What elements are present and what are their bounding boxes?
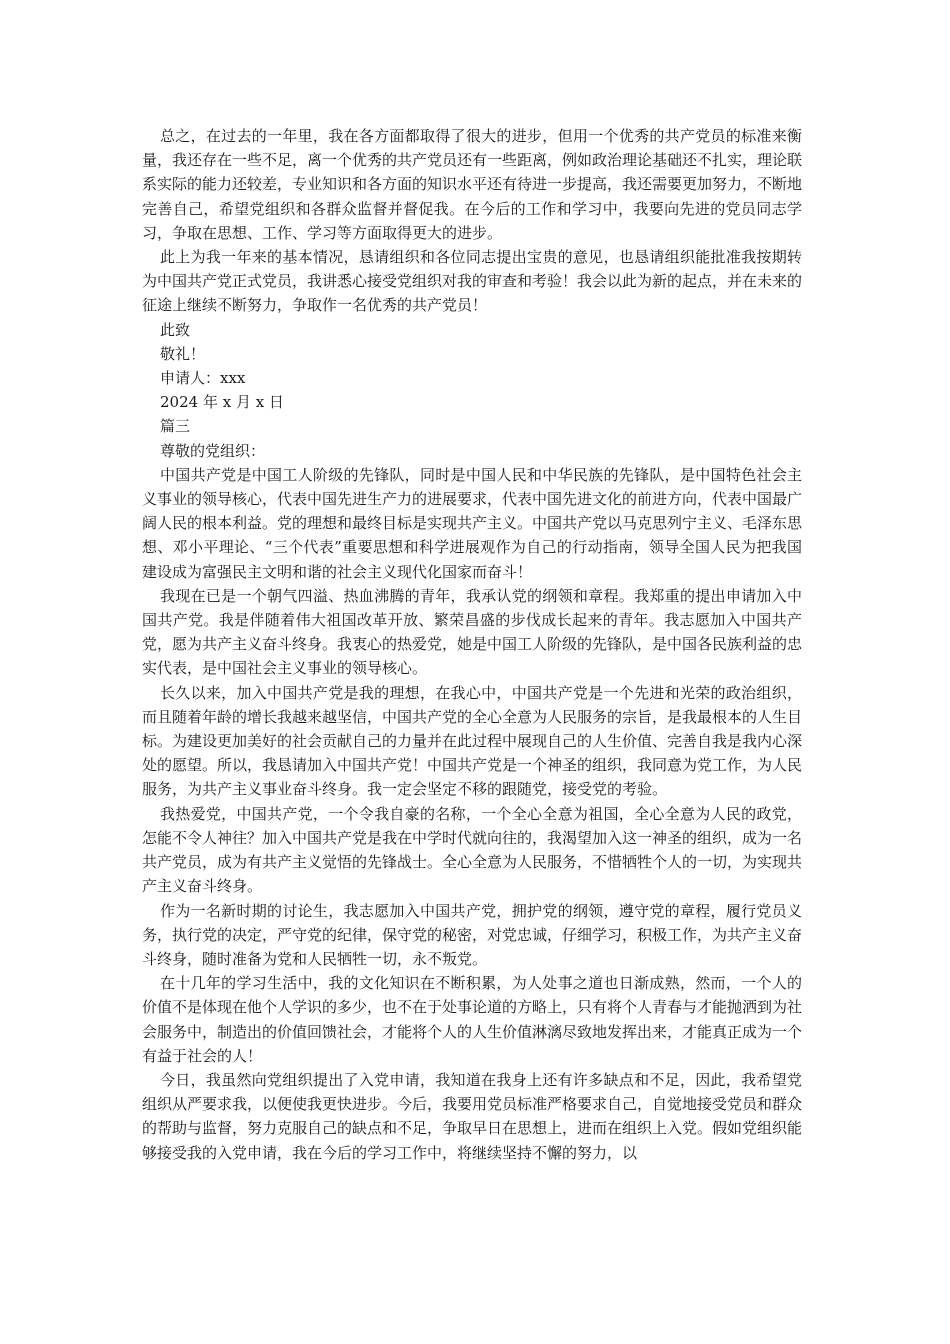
section-heading: 篇三 [160, 417, 191, 436]
closing-regards: 敬礼！ [160, 344, 206, 363]
applicant-name: 申请人：xxx [160, 369, 246, 388]
paragraph-summary: 总之，在过去的一年里，我在各方面都取得了很大的进步，但用一个优秀的共产党员的标准来衡量，我还存在一些不足，离一个优秀的共产党员还有一些距离，例如政治理论基础还不扎实，理论联系实际的能力还较差，专业知识和各方面的知识水平还有待进一步提高，我还需要更加努力，不断地完善自己，希望党组织和各群众监督并督促我。在今后的工作和学习中，我要向先进的党员同志学习，争取在思想、工作、学习等方面取得更大的进步。 [142, 127, 803, 242]
paragraph-love-party: 我热爱党，中国共产党，一个令我自豪的名称，一个全心全意为祖国，全心全意为人民的政党，怎能不令人神往？加入中国共产党是我在中学时代就向往的，我渴望加入这一神圣的组织，成为一名共产党员，成为有共产主义觉悟的先锋战士。全心全意为人民服务，不惜牺牲个人的一切，为实现共产主义奋斗终身。 [142, 804, 803, 896]
paragraph-learning: 在十几年的学习生活中，我的文化知识在不断积累，为人处事之道也日渐成熟，然而，一个人的价值不是体现在他个人学识的多少，也不在于处事论道的方略上，只有将个人青春与才能抛洒到为社会服务中，制造出的价值回馈社会，才能将个人的人生价值淋漓尽致地发挥出来，才能真正成为一个有益于社会的人！ [142, 974, 803, 1065]
paragraph-today: 今日，我虽然向党组织提出了入党申请，我知道在我身上还有许多缺点和不足，因此，我希望党组织从严要求我，以便使我更快进步。今后，我要用党员标准严格要求自己，自觉地接受党员和群众的帮助与监督，努力克服自己的缺点和不足，争取早日在思想上，进而在组织上入党。假如党组织能够接受我的入党申请，我在今后的学习工作中，将继续坚持不懈的努力，以 [142, 1070, 803, 1162]
paragraph-youth: 我现在已是一个朝气四溢、热血沸腾的青年，我承认党的纲领和章程。我郑重的提出申请加入中国共产党。我是伴随着伟大祖国改革开放、繁荣昌盛的步伐成长起来的青年。我志愿加入中国共产党，愿为共产主义奋斗终身。我衷心的热爱党，她是中国工人阶级的先锋队，是中国各民族利益的忠实代表，是中国社会主义事业的领导核心。 [142, 586, 803, 678]
paragraph-student-pledge: 作为一名新时期的讨论生，我志愿加入中国共产党，拥护党的纲领，遵守党的章程，履行党员义务，执行党的决定，严守党的纪律，保守党的秘密，对党忠诚，仔细学习，积极工作，为共产主义奋斗终身，随时准备为党和人民牺牲一切，永不叛党。 [142, 901, 803, 968]
closing-salutation: 此致 [160, 320, 191, 339]
greeting: 尊敬的党组织： [160, 441, 266, 460]
application-date: 2024 年 x 月 x 日 [160, 393, 284, 412]
document-body [142, 124, 802, 1165]
paragraph-party-intro: 中国共产党是中国工人阶级的先锋队，同时是中国人民和中华民族的先锋队，是中国特色社会主义事业的领导核心，代表中国先进生产力的进展要求，代表中国先进文化的前进方向，代表中国最广阔人民的根本利益。党的理想和最终目标是实现共产主义。中国共产党以马克思列宁主义、毛泽东思想、邓小平理论、“三个代表”重要思想和科学进展观作为自己的行动指南，领导全国人民为把我国建设成为富强民主文明和谐的社会主义现代化国家而奋斗！ [142, 465, 803, 581]
paragraph-request: 此上为我一年来的基本情况，恳请组织和各位同志提出宝贵的意见，也恳请组织能批准我按期转为中国共产党正式党员，我讲悉心接受党组织对我的审查和考验！我会以此为新的起点，并在未来的征途上继续不断努力，争取作一名优秀的共产党员！ [142, 248, 803, 315]
paragraph-ideal: 长久以来，加入中国共产党是我的理想，在我心中，中国共产党是一个先进和光荣的政治组织，而且随着年龄的增长我越来越坚信，中国共产党的全心全意为人民服务的宗旨，是我最根本的人生目标。为建设更加美好的社会贡献自己的力量并在此过程中展现自己的人生价值、完善自我是我内心深处的愿望。所以，我恳请加入中国共产党！中国共产党是一个神圣的组织，我同意为党工作，为人民服务，为共产主义事业奋斗终身。我一定会坚定不移的跟随党，接受党的考验。 [142, 683, 803, 799]
